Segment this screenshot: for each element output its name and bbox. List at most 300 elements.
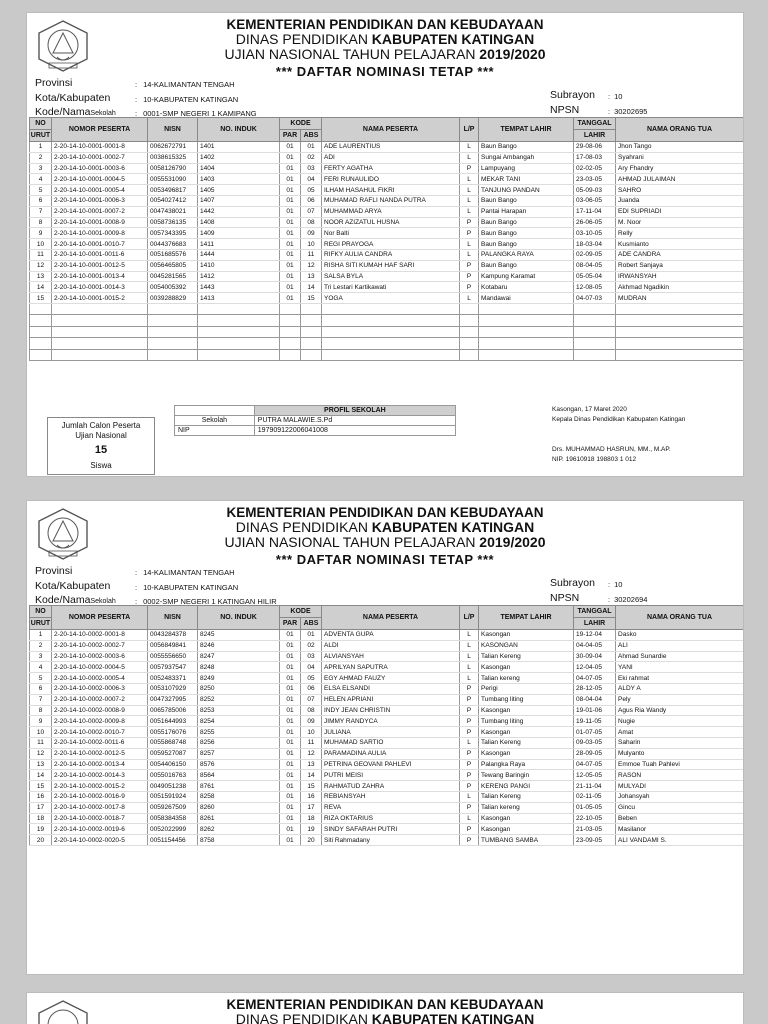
cell-nisn: 0051154456 xyxy=(148,835,198,846)
cell-nama-ortu: ALDY A xyxy=(616,683,744,694)
cell-lp: P xyxy=(460,770,479,781)
cell-nomor-peserta: 2-20-14-10-0001-0005-4 xyxy=(52,185,148,196)
cell-tanggal-lahir: 23-03-05 xyxy=(574,174,616,185)
cell-tempat-lahir: Lampuyang xyxy=(479,163,574,174)
cell-abs: 04 xyxy=(301,662,322,673)
cell-nama-ortu: AHMAD JULAIMAN xyxy=(616,174,744,185)
cell-nama-ortu: M. Noor xyxy=(616,217,744,228)
cell-lp: P xyxy=(460,748,479,759)
cell-tanggal-lahir: 28-09-05 xyxy=(574,748,616,759)
table-row xyxy=(30,142,744,153)
cell-nama-peserta: RISHA SITI KUMAH HAF SARI xyxy=(322,260,460,271)
cell-tanggal-lahir: 18-03-04 xyxy=(574,239,616,250)
cell-tanggal-lahir: 19-11-05 xyxy=(574,716,616,727)
table-row xyxy=(30,770,744,781)
cell-nama-peserta: SALSA BYLA xyxy=(322,271,460,282)
cell-lp: L xyxy=(460,185,479,196)
cell-no-induk: 1403 xyxy=(198,174,280,185)
cell-nomor-peserta: 2-20-14-10-0002-0018-7 xyxy=(52,813,148,824)
cell-no-induk: 8256 xyxy=(198,737,280,748)
cell-tanggal-lahir: 05-05-04 xyxy=(574,271,616,282)
ministry-name: KEMENTERIAN PENDIDIKAN DAN KEBUDAYAAN xyxy=(226,505,544,520)
col-urut: URUT xyxy=(30,130,52,142)
cell-nomor-peserta: 2-20-14-10-0002-0002-7 xyxy=(52,640,148,651)
cell-abs: 07 xyxy=(301,694,322,705)
cell-nomor-peserta: 2-20-14-10-0001-0009-8 xyxy=(52,228,148,239)
cell-nama-ortu: Juanda xyxy=(616,195,744,206)
cell-abs: 14 xyxy=(301,770,322,781)
cell-tempat-lahir: Sungai Ambangah xyxy=(479,152,574,163)
cell-no-induk: 1443 xyxy=(198,282,280,293)
col-tempat-lahir: TEMPAT LAHIR xyxy=(479,606,574,630)
table-row xyxy=(30,271,744,282)
cell-nisn: 0055531090 xyxy=(148,174,198,185)
cell-no: 3 xyxy=(30,163,52,174)
cell-nama-ortu: Dasko xyxy=(616,630,744,641)
cell-lp: L xyxy=(460,630,479,641)
cell-nomor-peserta: 2-20-14-10-0002-0004-5 xyxy=(52,662,148,673)
cell-nomor-peserta: 2-20-14-10-0001-0011-6 xyxy=(52,249,148,260)
cell-tanggal-lahir: 04-07-05 xyxy=(574,759,616,770)
cell-tanggal-lahir: 30-09-04 xyxy=(574,651,616,662)
candidate-count-box: Jumlah Calon Peserta Ujian Nasional 15 Siswa xyxy=(47,417,155,475)
cell-tempat-lahir: Perigi xyxy=(479,683,574,694)
cell-lp: P xyxy=(460,271,479,282)
cell-par: 01 xyxy=(280,630,301,641)
empty-row xyxy=(30,338,744,350)
school-profile: PROFIL SEKOLAH Sekolah PUTRA MALAWIE.S.Pd NIP 197909122006041008 xyxy=(174,405,456,436)
cell-nisn: 0051591924 xyxy=(148,791,198,802)
cell-nomor-peserta: 2-20-14-10-0001-0003-6 xyxy=(52,163,148,174)
cell-nama-ortu: Johansyah xyxy=(616,791,744,802)
table-row xyxy=(30,640,744,651)
cell-tanggal-lahir: 21-03-05 xyxy=(574,824,616,835)
cell-nisn: 0055868748 xyxy=(148,737,198,748)
table-row xyxy=(30,662,744,673)
cell-no-induk: 8245 xyxy=(198,630,280,641)
cell-par: 01 xyxy=(280,293,301,304)
cell-tempat-lahir: Kasongan xyxy=(479,824,574,835)
cell-tanggal-lahir: 28-12-05 xyxy=(574,683,616,694)
cell-nama-ortu: Akhmad Ngadikin xyxy=(616,282,744,293)
cell-tempat-lahir: Tumbang liting xyxy=(479,716,574,727)
cell-nomor-peserta: 2-20-14-10-0002-0006-3 xyxy=(52,683,148,694)
cell-nisn: 0047327995 xyxy=(148,694,198,705)
cell-no-induk: 1402 xyxy=(198,152,280,163)
cell-nisn: 0051685576 xyxy=(148,249,198,260)
cell-no: 18 xyxy=(30,813,52,824)
col-abs: ABS xyxy=(301,130,322,142)
cell-nisn: 0038615325 xyxy=(148,152,198,163)
cell-no-induk: 8250 xyxy=(198,683,280,694)
cell-nama-peserta: YOGA xyxy=(322,293,460,304)
cell-nama-peserta: NOOR AZIZATUL HUSNA xyxy=(322,217,460,228)
cell-tempat-lahir: Tumbang liting xyxy=(479,694,574,705)
cell-abs: 07 xyxy=(301,206,322,217)
cell-nomor-peserta: 2-20-14-10-0002-0010-7 xyxy=(52,727,148,738)
empty-row xyxy=(30,326,744,338)
cell-lp: P xyxy=(460,802,479,813)
cell-par: 01 xyxy=(280,727,301,738)
cell-abs: 18 xyxy=(301,813,322,824)
cell-no: 4 xyxy=(30,174,52,185)
principal-nip: 197909122006041008 xyxy=(254,426,455,436)
school-value: 0001-SMP NEGERI 1 KAMIPANG xyxy=(143,109,257,118)
cell-nama-ortu: Emmoe Tuah Pahlevi xyxy=(616,759,744,770)
cell-tanggal-lahir: 04-04-05 xyxy=(574,640,616,651)
cell-no: 12 xyxy=(30,748,52,759)
cell-par: 01 xyxy=(280,651,301,662)
cell-par: 01 xyxy=(280,260,301,271)
col-nisn: NISN xyxy=(148,118,198,142)
cell-nama-ortu: Relly xyxy=(616,228,744,239)
letterhead xyxy=(27,505,743,550)
cell-tanggal-lahir: 19-01-06 xyxy=(574,705,616,716)
cell-par: 01 xyxy=(280,694,301,705)
cell-abs: 10 xyxy=(301,239,322,250)
cell-nomor-peserta: 2-20-14-10-0002-0015-2 xyxy=(52,781,148,792)
cell-lp: P xyxy=(460,716,479,727)
cell-tanggal-lahir: 29-08-06 xyxy=(574,142,616,153)
table-row xyxy=(30,727,744,738)
cell-no: 6 xyxy=(30,683,52,694)
cell-nomor-peserta: 2-20-14-10-0001-0006-3 xyxy=(52,195,148,206)
subrayon-value: 10 xyxy=(614,580,623,589)
province-value: 14-KALIMANTAN TENGAH xyxy=(143,80,235,89)
empty-row xyxy=(30,315,744,327)
cell-tempat-lahir: Baun Bango xyxy=(479,195,574,206)
table-row xyxy=(30,673,744,684)
cell-abs: 09 xyxy=(301,228,322,239)
cell-nama-peserta: RIZA OKTARIUS xyxy=(322,813,460,824)
col-no-induk: NO. INDUK xyxy=(198,118,280,142)
cell-no-induk: 1444 xyxy=(198,249,280,260)
col-no: NO xyxy=(30,118,52,130)
cell-nomor-peserta: 2-20-14-10-0001-0007-2 xyxy=(52,206,148,217)
cell-nama-ortu: MUDRAN xyxy=(616,293,744,304)
col-nama-ortu: NAMA ORANG TUA xyxy=(616,118,744,142)
cell-nama-peserta: PETRINA GEOVANI PAHLEVI xyxy=(322,759,460,770)
cell-nisn: 0047438021 xyxy=(148,206,198,217)
cell-no: 5 xyxy=(30,185,52,196)
cell-nama-peserta: MUHAMAD RAFLI NANDA PUTRA xyxy=(322,195,460,206)
col-nomor-peserta: NOMOR PESERTA xyxy=(52,606,148,630)
col-abs: ABS xyxy=(301,618,322,630)
school-value: 0002-SMP NEGERI 1 KATINGAN HILIR xyxy=(143,597,277,606)
letterhead xyxy=(27,17,743,62)
cell-lp: L xyxy=(460,239,479,250)
cell-par: 01 xyxy=(280,759,301,770)
cell-par: 01 xyxy=(280,824,301,835)
col-par: PAR xyxy=(280,130,301,142)
cell-tanggal-lahir: 03-06-05 xyxy=(574,195,616,206)
cell-abs: 05 xyxy=(301,673,322,684)
cell-par: 01 xyxy=(280,228,301,239)
table-row xyxy=(30,174,744,185)
cell-abs: 14 xyxy=(301,282,322,293)
cell-no-induk: 8260 xyxy=(198,802,280,813)
cell-nama-ortu: Nugie xyxy=(616,716,744,727)
cell-nisn: 0054005392 xyxy=(148,282,198,293)
cell-no-induk: 1405 xyxy=(198,185,280,196)
cell-nomor-peserta: 2-20-14-10-0002-0020-5 xyxy=(52,835,148,846)
agency-name: DINAS PENDIDIKAN KABUPATEN KATINGAN xyxy=(235,1011,535,1024)
principal-name: PUTRA MALAWIE.S.Pd xyxy=(254,416,455,426)
cell-nama-ortu: Eki rahmat xyxy=(616,673,744,684)
cell-tempat-lahir: Baun Bango xyxy=(479,260,574,271)
cell-abs: 05 xyxy=(301,185,322,196)
cell-par: 01 xyxy=(280,206,301,217)
table-row xyxy=(30,185,744,196)
nominee-sheet-3 xyxy=(26,992,744,1024)
cell-par: 01 xyxy=(280,249,301,260)
table-row xyxy=(30,217,744,228)
cell-no: 11 xyxy=(30,249,52,260)
table-row xyxy=(30,152,744,163)
cell-abs: 04 xyxy=(301,174,322,185)
cell-nama-peserta: PUTRI MEISI xyxy=(322,770,460,781)
table-row xyxy=(30,630,744,641)
table-row xyxy=(30,694,744,705)
table-row xyxy=(30,195,744,206)
cell-nisn: 0055176076 xyxy=(148,727,198,738)
empty-row xyxy=(30,303,744,315)
cell-nama-peserta: MUHAMAD SARTIO xyxy=(322,737,460,748)
cell-lp: L xyxy=(460,662,479,673)
cell-lp: L xyxy=(460,640,479,651)
cell-nisn: 0043284378 xyxy=(148,630,198,641)
cell-nama-ortu: EDI SUPRIADI xyxy=(616,206,744,217)
cell-par: 01 xyxy=(280,737,301,748)
cell-nomor-peserta: 2-20-14-10-0001-0002-7 xyxy=(52,152,148,163)
cell-nama-ortu: Syahrani xyxy=(616,152,744,163)
cell-nomor-peserta: 2-20-14-10-0001-0004-5 xyxy=(52,174,148,185)
cell-lp: L xyxy=(460,249,479,260)
table-row xyxy=(30,781,744,792)
cell-lp: L xyxy=(460,195,479,206)
cell-tanggal-lahir: 12-04-05 xyxy=(574,662,616,673)
cell-no: 5 xyxy=(30,673,52,684)
cell-abs: 17 xyxy=(301,802,322,813)
cell-abs: 06 xyxy=(301,195,322,206)
cell-nisn: 0057937547 xyxy=(148,662,198,673)
cell-lp: P xyxy=(460,163,479,174)
cell-nisn: 0056849841 xyxy=(148,640,198,651)
cell-nisn: 0054027412 xyxy=(148,195,198,206)
cell-tanggal-lahir: 17-11-04 xyxy=(574,206,616,217)
cell-lp: L xyxy=(460,293,479,304)
cell-nisn: 0058384358 xyxy=(148,813,198,824)
npsn-value: 30202694 xyxy=(614,594,648,604)
cell-nama-peserta: JIMMY RANDYCA xyxy=(322,716,460,727)
cell-nisn: 0057343395 xyxy=(148,228,198,239)
cell-par: 01 xyxy=(280,770,301,781)
col-par: PAR xyxy=(280,618,301,630)
cell-nama-ortu: Gincu xyxy=(616,802,744,813)
cell-nama-peserta: REVA xyxy=(322,802,460,813)
cell-tempat-lahir: Palangka Raya xyxy=(479,759,574,770)
cell-nama-peserta: EGY AHMAD FAUZY xyxy=(322,673,460,684)
cell-tanggal-lahir: 04-07-05 xyxy=(574,673,616,684)
table-row xyxy=(30,683,744,694)
cell-nomor-peserta: 2-20-14-10-0001-0014-3 xyxy=(52,282,148,293)
document-title: *** DAFTAR NOMINASI TETAP *** xyxy=(275,552,495,567)
table-row xyxy=(30,737,744,748)
cell-tempat-lahir: Talian kereng xyxy=(479,802,574,813)
cell-lp: P xyxy=(460,260,479,271)
cell-no: 12 xyxy=(30,260,52,271)
cell-nama-ortu: Ary Fhandry xyxy=(616,163,744,174)
cell-no-induk: 8246 xyxy=(198,640,280,651)
cell-tempat-lahir: Pantai Harapan xyxy=(479,206,574,217)
col-kode: KODE xyxy=(280,606,322,618)
cell-tempat-lahir: KASONGAN xyxy=(479,640,574,651)
table-row xyxy=(30,748,744,759)
cell-nama-ortu: Saharin xyxy=(616,737,744,748)
cell-lp: P xyxy=(460,683,479,694)
cell-par: 01 xyxy=(280,683,301,694)
cell-no: 11 xyxy=(30,737,52,748)
cell-tanggal-lahir: 08-04-04 xyxy=(574,694,616,705)
cell-abs: 12 xyxy=(301,260,322,271)
document-title: *** DAFTAR NOMINASI TETAP *** xyxy=(275,64,495,79)
cell-no-induk: 1411 xyxy=(198,239,280,250)
cell-no-induk: 8253 xyxy=(198,705,280,716)
cell-no: 2 xyxy=(30,640,52,651)
cell-no-induk: 1401 xyxy=(198,142,280,153)
cell-no-induk: 1413 xyxy=(198,293,280,304)
cell-no-induk: 8257 xyxy=(198,748,280,759)
cell-nisn: 0062672791 xyxy=(148,142,198,153)
cell-nisn: 0055016763 xyxy=(148,770,198,781)
cell-nomor-peserta: 2-20-14-10-0002-0013-4 xyxy=(52,759,148,770)
cell-no: 15 xyxy=(30,293,52,304)
cell-no-induk: 1404 xyxy=(198,163,280,174)
cell-nama-peserta: Siti Rahmadany xyxy=(322,835,460,846)
table-row xyxy=(30,802,744,813)
cell-tempat-lahir: Mandawai xyxy=(479,293,574,304)
agency-name: DINAS PENDIDIKAN KABUPATEN KATINGAN xyxy=(235,31,535,47)
table-row xyxy=(30,716,744,727)
nominee-table xyxy=(29,605,744,846)
cell-no: 7 xyxy=(30,206,52,217)
cell-tanggal-lahir: 23-09-05 xyxy=(574,835,616,846)
cell-nama-ortu: Pely xyxy=(616,694,744,705)
cell-no-induk: 8262 xyxy=(198,824,280,835)
cell-no: 9 xyxy=(30,716,52,727)
cell-no-induk: 8247 xyxy=(198,651,280,662)
npsn-value: 30202695 xyxy=(614,106,648,116)
nominee-sheet-1 xyxy=(26,12,744,477)
cell-tempat-lahir: Kotabaru xyxy=(479,282,574,293)
table-row xyxy=(30,228,744,239)
cell-nama-peserta: HELEN APRIANI xyxy=(322,694,460,705)
table-row xyxy=(30,282,744,293)
cell-no: 1 xyxy=(30,630,52,641)
cell-nama-ortu: IRWANSYAH xyxy=(616,271,744,282)
cell-no: 17 xyxy=(30,802,52,813)
cell-no: 10 xyxy=(30,727,52,738)
cell-par: 01 xyxy=(280,716,301,727)
cell-nama-peserta: Tri Lestari Kartikawati xyxy=(322,282,460,293)
col-lp: L/P xyxy=(460,118,479,142)
cell-no: 8 xyxy=(30,705,52,716)
cell-nama-ortu: RASON xyxy=(616,770,744,781)
cell-nomor-peserta: 2-20-14-10-0001-0001-8 xyxy=(52,142,148,153)
cell-nisn: 0056465805 xyxy=(148,260,198,271)
cell-nama-ortu: Masilanor xyxy=(616,824,744,835)
cell-tanggal-lahir: 02-09-05 xyxy=(574,249,616,260)
cell-par: 01 xyxy=(280,185,301,196)
cell-par: 01 xyxy=(280,705,301,716)
cell-nisn: 0039288829 xyxy=(148,293,198,304)
exam-year: UJIAN NASIONAL TAHUN PELAJARAN 2019/2020 xyxy=(224,534,546,550)
cell-par: 01 xyxy=(280,163,301,174)
cell-lp: P xyxy=(460,759,479,770)
table-row xyxy=(30,206,744,217)
table-row xyxy=(30,791,744,802)
col-nomor-peserta: NOMOR PESERTA xyxy=(52,118,148,142)
cell-nisn: 0045281565 xyxy=(148,271,198,282)
cell-lp: L xyxy=(460,673,479,684)
cell-tanggal-lahir: 02-02-05 xyxy=(574,163,616,174)
cell-nomor-peserta: 2-20-14-10-0002-0019-6 xyxy=(52,824,148,835)
cell-abs: 03 xyxy=(301,651,322,662)
cell-abs: 01 xyxy=(301,630,322,641)
cell-par: 01 xyxy=(280,835,301,846)
cell-par: 01 xyxy=(280,791,301,802)
cell-nama-ortu: Agus Ria Wandy xyxy=(616,705,744,716)
cell-nama-peserta: JULIANA xyxy=(322,727,460,738)
sign-name: Drs. MUHAMMAD HASRUN, MM., M.AP. xyxy=(552,446,671,453)
cell-tanggal-lahir: 19-12-04 xyxy=(574,630,616,641)
cell-nomor-peserta: 2-20-14-10-0001-0010-7 xyxy=(52,239,148,250)
cell-nisn: 0055556650 xyxy=(148,651,198,662)
cell-tempat-lahir: Kasongan xyxy=(479,748,574,759)
cell-nomor-peserta: 2-20-14-10-0002-0016-9 xyxy=(52,791,148,802)
cell-abs: 11 xyxy=(301,249,322,260)
cell-tempat-lahir: Talian kereng xyxy=(479,673,574,684)
cell-no-induk: 8248 xyxy=(198,662,280,673)
cell-no-induk: 1408 xyxy=(198,217,280,228)
table-row xyxy=(30,824,744,835)
cell-nisn: 0052483371 xyxy=(148,673,198,684)
cell-lp: P xyxy=(460,217,479,228)
cell-nama-ortu: Mulyanto xyxy=(616,748,744,759)
cell-abs: 10 xyxy=(301,727,322,738)
cell-tanggal-lahir: 02-11-05 xyxy=(574,791,616,802)
cell-nisn: 0058126790 xyxy=(148,163,198,174)
cell-tanggal-lahir: 04-07-03 xyxy=(574,293,616,304)
cell-nama-ortu: Beben xyxy=(616,813,744,824)
cell-tempat-lahir: Baun Bango xyxy=(479,142,574,153)
table-row xyxy=(30,239,744,250)
subrayon-value: 10 xyxy=(614,92,623,101)
cell-no: 8 xyxy=(30,217,52,228)
cell-nama-peserta: ELSA ELSANDI xyxy=(322,683,460,694)
cell-tempat-lahir: Kasongan xyxy=(479,705,574,716)
cell-no-induk: 8249 xyxy=(198,673,280,684)
col-kode: KODE xyxy=(280,118,322,130)
sign-nip: NIP. 19610918 198803 1 012 xyxy=(552,456,637,463)
cell-par: 01 xyxy=(280,174,301,185)
cell-par: 01 xyxy=(280,195,301,206)
nominee-table xyxy=(29,117,744,361)
cell-nisn: 0059527087 xyxy=(148,748,198,759)
cell-nomor-peserta: 2-20-14-10-0001-0013-4 xyxy=(52,271,148,282)
cell-nama-peserta: ADE LAURENTIUS xyxy=(322,142,460,153)
cell-nama-peserta: RAHMATUD ZAHRA xyxy=(322,781,460,792)
